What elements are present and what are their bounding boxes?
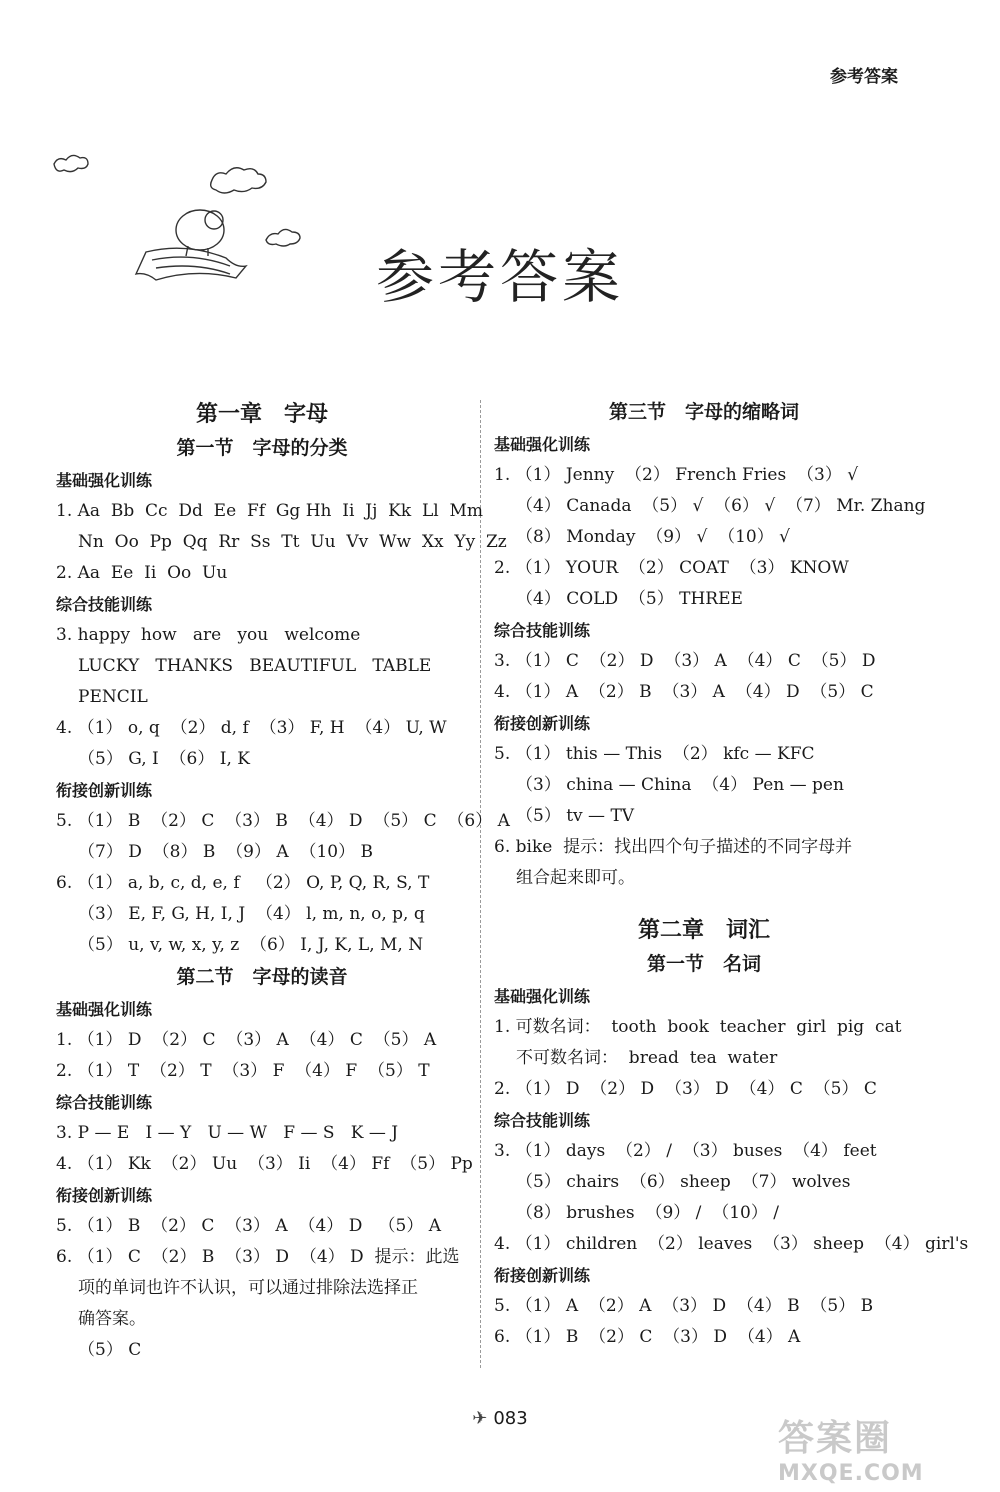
answer-line-continued: PENCIL [78, 687, 148, 707]
answer-line-continued: 确答案。 [78, 1309, 146, 1329]
answer-line: 4. （1） o, q （2） d, f （3） F, H （4） U, W [56, 718, 447, 738]
right-column [494, 396, 969, 1353]
category-heading: 基础强化训练 [56, 1000, 153, 1019]
answer-line-continued: （4） Canada （5） √ （6） √ （7） Mr. Zhang [516, 496, 926, 516]
answer-line: 6. （1） C （2） B （3） D （4） D 提示：此选 [56, 1247, 460, 1267]
answer-line: 2. （1） T （2） T （3） F （4） F （5） T [56, 1061, 430, 1081]
answer-line: 3. P — E I — Y U — W F — S K — J [56, 1123, 399, 1143]
answer-line: 4. （1） Kk （2） Uu （3） Ii （4） Ff （5） Pp [56, 1154, 473, 1174]
left-column [56, 396, 510, 1366]
answer-line-continued: 不可数名词： bread tea water [516, 1048, 778, 1068]
spacer [494, 894, 914, 912]
answer-line: 1. （1） Jenny （2） French Fries （3） √ [494, 465, 859, 485]
answer-line: 6. bike 提示：找出四个句子描述的不同字母并 [494, 837, 853, 857]
category-heading: 综合技能训练 [56, 1093, 153, 1112]
answer-line-continued: 项的单词也许不认识，可以通过排除法选择正 [78, 1278, 418, 1298]
bird-icon: ✈ [472, 1408, 488, 1429]
answer-line-continued: （5） C [78, 1340, 142, 1360]
cloud-icon [54, 155, 88, 171]
category-heading: 衔接创新训练 [494, 1266, 591, 1285]
category-heading: 衔接创新训练 [56, 781, 153, 800]
answer-line: 5. （1） A （2） A （3） D （4） B （5） B [494, 1296, 874, 1316]
answer-line-continued: （3） E, F, G, H, I, J （4） l, m, n, o, p, q [78, 904, 425, 924]
answer-line: 4. （1） A （2） B （3） A （4） D （5） C [494, 682, 874, 702]
header-label: 参考答案 [830, 67, 898, 87]
category-heading: 基础强化训练 [56, 471, 153, 490]
page-number-text: 083 [493, 1408, 528, 1429]
category-heading: 综合技能训练 [56, 595, 153, 614]
category-heading: 基础强化训练 [494, 987, 591, 1006]
answer-line: 1. （1） D （2） C （3） A （4） C （5） A [56, 1030, 437, 1050]
answer-line: 5. （1） this — This （2） kfc — KFC [494, 744, 815, 764]
watermark [778, 1410, 988, 1486]
answer-line: 1. Aa Bb Cc Dd Ee Ff Gg Hh Ii Jj Kk Ll Mm [56, 501, 484, 521]
page-title: 参考答案 [375, 243, 624, 311]
answer-line-continued: （5） G, I （6） I, K [78, 749, 250, 769]
category-heading: 衔接创新训练 [56, 1186, 153, 1205]
answer-line-continued: （3） china — China （4） Pen — pen [516, 775, 844, 795]
answer-line: 6. （1） B （2） C （3） D （4） A [494, 1327, 801, 1347]
answer-line-continued: （8） Monday （9） √ （10） √ [516, 527, 790, 547]
watermark-url: MXQE.COM [778, 1461, 924, 1486]
chapter-title: 第一章 字母 [195, 401, 328, 427]
category-heading: 基础强化训练 [494, 435, 591, 454]
answer-line: 2. （1） YOUR （2） COAT （3） KNOW [494, 558, 849, 578]
section-title: 第一节 名词 [646, 953, 761, 975]
section-title: 第三节 字母的缩略词 [608, 401, 799, 423]
answer-line: 3. happy how are you welcome [56, 625, 361, 645]
answer-line-continued: （5） chairs （6） sheep （7） wolves [516, 1172, 851, 1192]
answer-line-continued: （4） COLD （5） THREE [516, 589, 743, 609]
answer-line: 6. （1） a, b, c, d, e, f （2） O, P, Q, R, S, T [56, 873, 430, 893]
answer-line: 2. Aa Ee Ii Oo Uu [56, 563, 228, 583]
answer-line-continued: 组合起来即可。 [516, 868, 635, 888]
answer-line-continued: LUCKY THANKS BEAUTIFUL TABLE [78, 656, 432, 676]
answer-line-continued: （8） brushes （9） / （10） / [516, 1203, 779, 1223]
watermark-logo-text: 答案圈 [778, 1418, 893, 1459]
answer-line: 1. 可数名词： tooth book teacher girl pig cat [494, 1017, 902, 1037]
answer-line-continued: （5） tv — TV [516, 806, 635, 826]
answer-line: 5. （1） B （2） C （3） A （4） D （5） A [56, 1216, 442, 1236]
answer-line: 5. （1） B （2） C （3） B （4） D （5） C （6） A [56, 811, 510, 831]
category-heading: 综合技能训练 [494, 1111, 591, 1130]
category-heading: 衔接创新训练 [494, 714, 591, 733]
answer-line: 3. （1） C （2） D （3） A （4） C （5） D [494, 651, 876, 671]
cloud-icon [211, 168, 266, 193]
category-heading: 综合技能训练 [494, 621, 591, 640]
answer-line-continued: Nn Oo Pp Qq Rr Ss Tt Uu Vv Ww Xx Yy Zz [78, 532, 507, 552]
answer-line: 4. （1） children （2） leaves （3） sheep （4） girl's [494, 1234, 969, 1254]
chapter-title: 第二章 词汇 [637, 917, 770, 943]
answer-line-continued: （7） D （8） B （9） A （10） B [78, 842, 374, 862]
answer-line-continued: （5） u, v, w, x, y, z （6） I, J, K, L, M, N [78, 935, 424, 955]
answer-line: 3. （1） days （2） / （3） buses （4） feet [494, 1141, 877, 1161]
section-title: 第一节 字母的分类 [176, 437, 348, 459]
answer-line: 2. （1） D （2） D （3） D （4） C （5） C [494, 1079, 877, 1099]
section-title: 第二节 字母的读音 [176, 966, 348, 988]
